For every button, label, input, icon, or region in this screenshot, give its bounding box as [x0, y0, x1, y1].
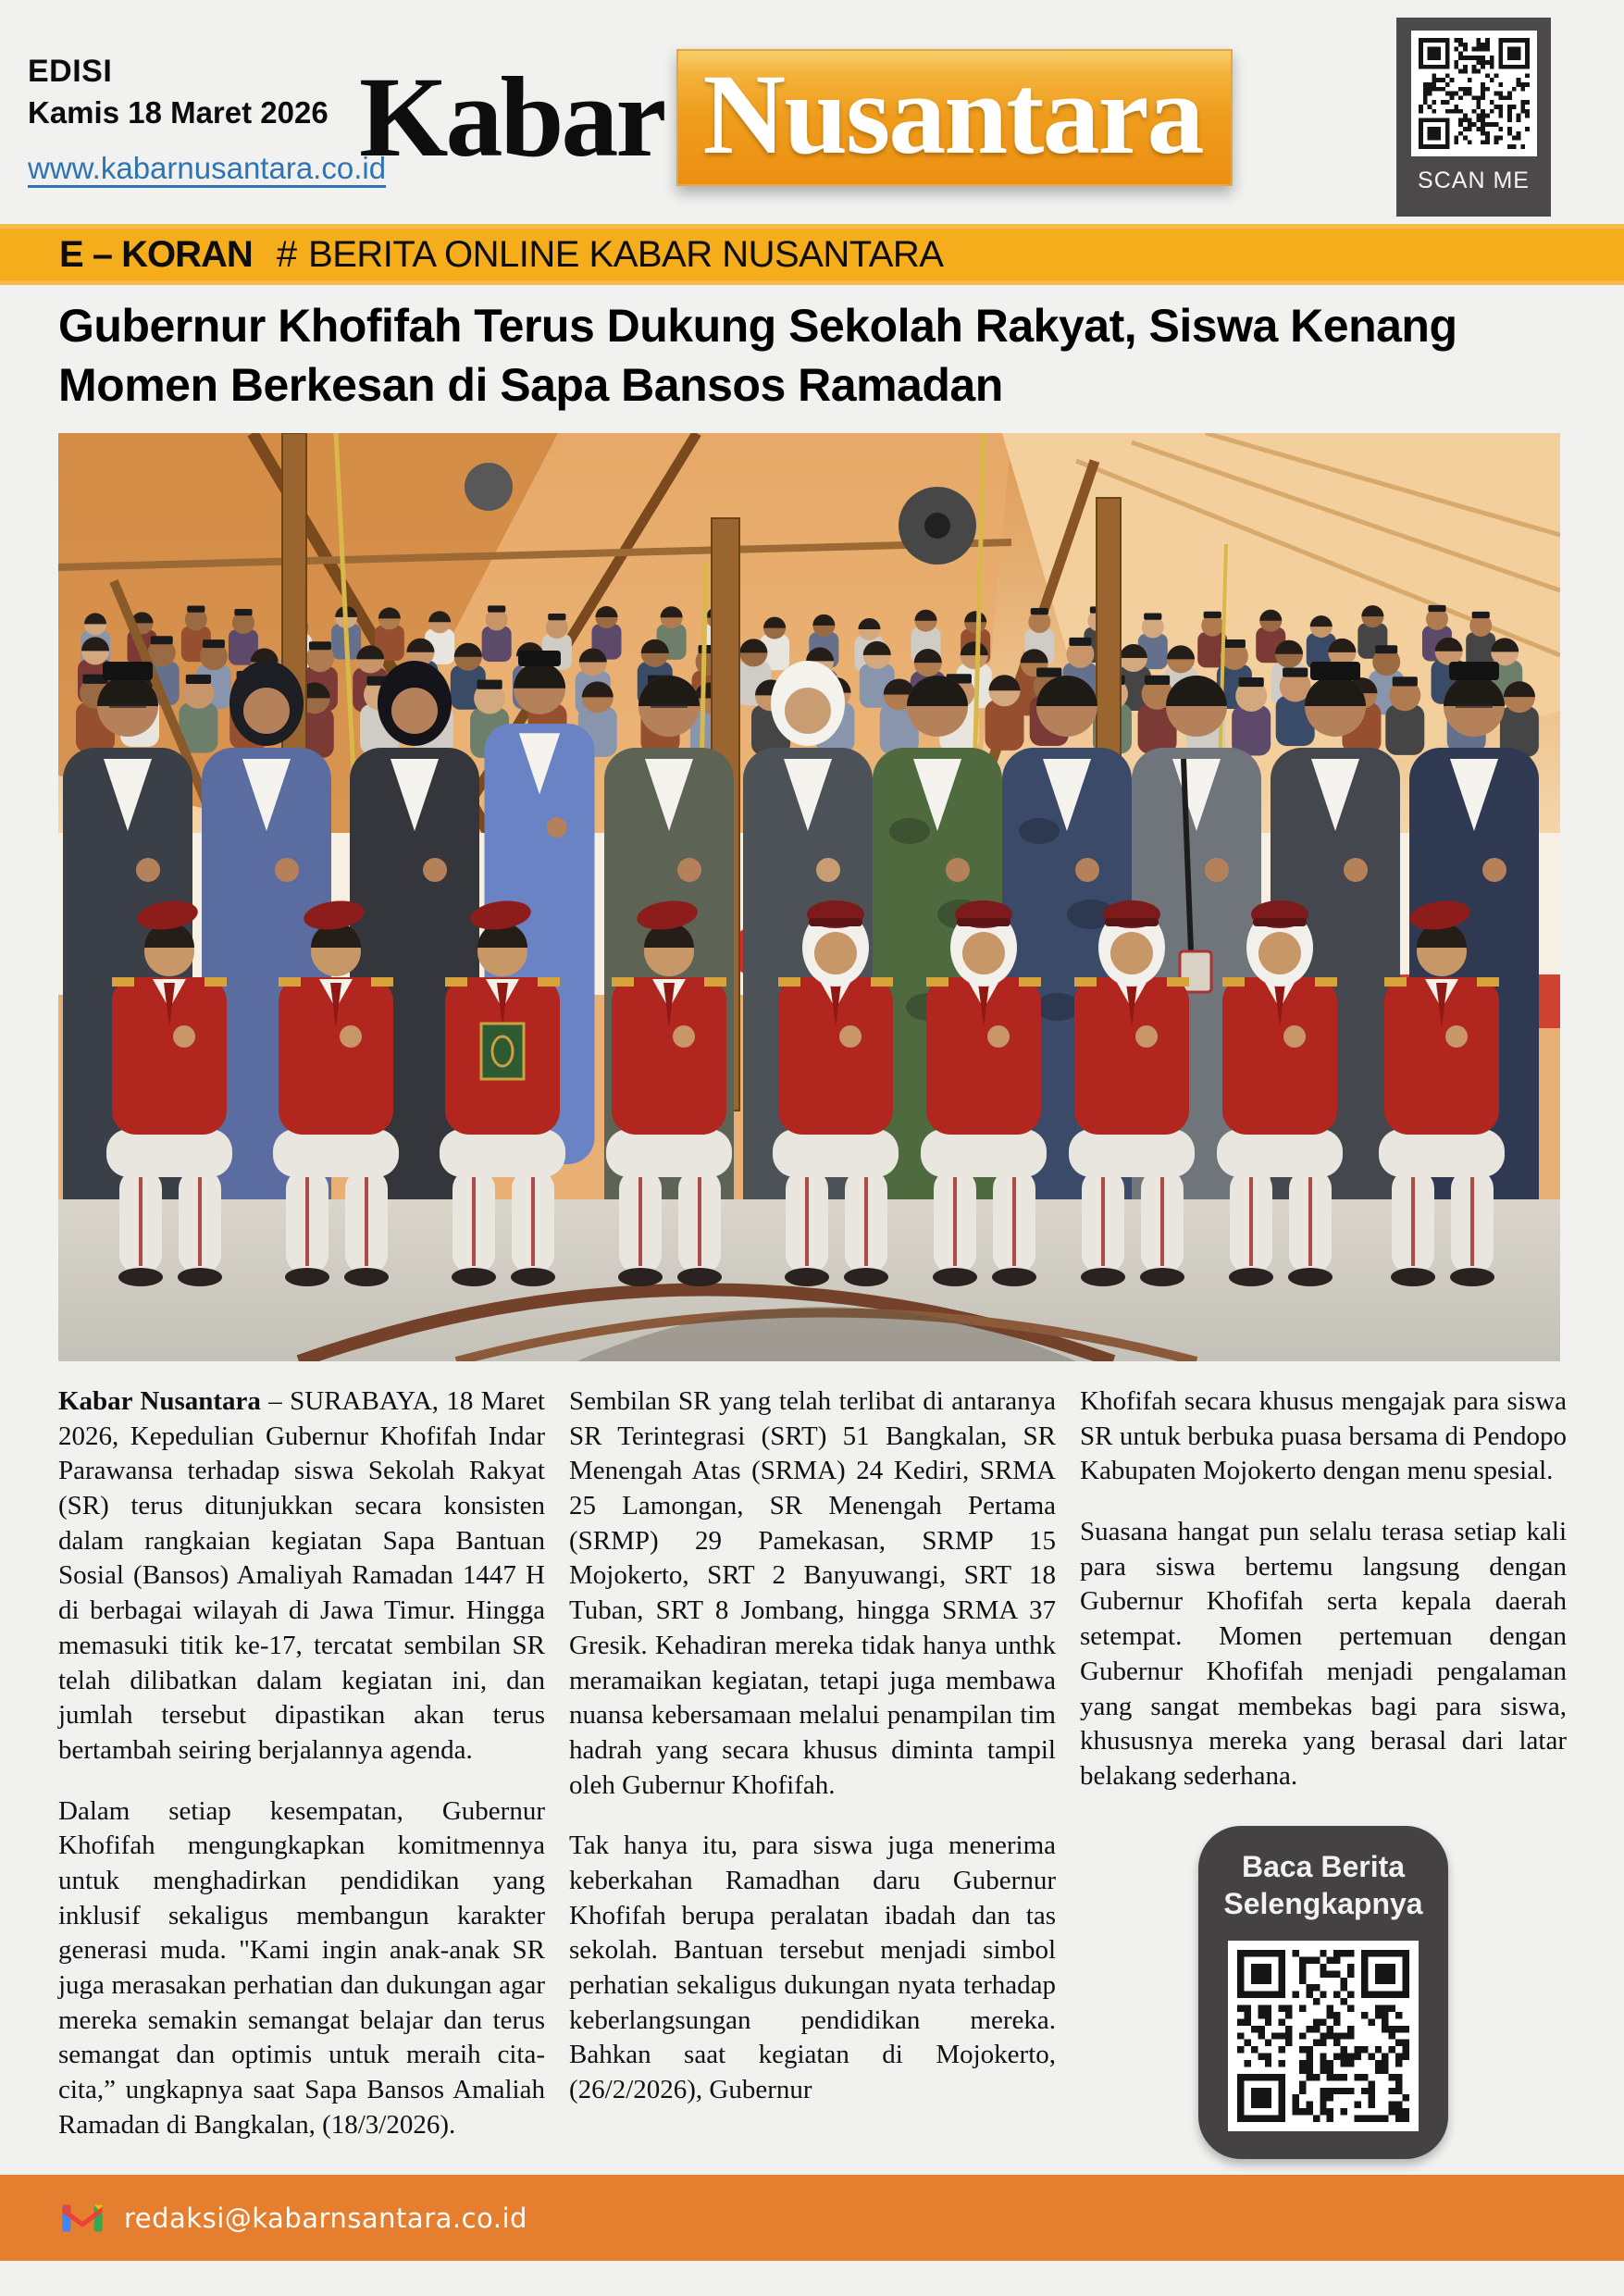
paragraph: Suasana hangat pun selalu terasa setiap kali para siswa bertemu langsung dengan Gubernur Khofifah serta kepala daerah setempat. Momen pertemuan dengan Gubernur Khofifah menjadi pengalaman yang sangat membekas bagi para siswa, khususnya mereka yang berasal dari latar belakang sederhana. [1080, 1517, 1567, 1791]
ekoran-banner [0, 224, 1624, 285]
edition-date: Kamis 18 Maret 2026 [28, 95, 329, 130]
masthead-word-nusantara: Nusantara [676, 49, 1232, 186]
footer-email[interactable]: redaksi@kabarnsantara.co.id [124, 2202, 527, 2234]
paragraph: Sembilan SR yang telah terlibat di antaranya SR Terintegrasi (SRT) 51 Bangkalan, SR Menengah Atas (SRMA) 24 Kediri, SRMA 25 Lamongan, SR Menengah Pertama (SRMP) 29 Pamekasan, SRMP 15 Mojokerto, SRT 2 Banyuwangi, SRT 18 Tuban, SRT 8 Jombang, hingga SRMA 37 Gresik. Kehadiran mereka tidak hanya unthk meramaikan kegiatan, tetapi juga membawa nuansa kebersamaan melalui penampilan tim hadrah yang secara khusus diminta tampil oleh Gubernur Khofifah. [569, 1386, 1056, 1800]
article-column-3 [1080, 1384, 1567, 2159]
edition-block [28, 54, 386, 186]
paragraph [58, 1384, 545, 1769]
paragraph: Dalam setiap kesempatan, Gubernur Khofifah mengungkapkan komitmennya untuk menghadirkan pendidikan yang inklusif sekaligus membangun karakter generasi muda. "Kami ingin anak-anak SR juga merasakan perhatian dan dukungan agar mereka semakin semangat belajar dan terus semangat dan optimis untuk meraih cita-cita,” ungkapnya saat Sapa Bansos Amaliah Ramadan di Bangkalan, (18/3/2026). [58, 1795, 545, 2140]
qr-code-top [1411, 31, 1537, 156]
qr-code-bottom-icon [1237, 1950, 1409, 2122]
article-photo-illustration [58, 433, 1560, 1361]
article-body [58, 1384, 1567, 2159]
website-link[interactable]: www.kabarnusantara.co.id [28, 151, 387, 185]
read-more-button[interactable] [1198, 1826, 1448, 2159]
qr-code-bottom [1228, 1941, 1419, 2131]
read-more-label-line2: Selengkapnya [1223, 1886, 1423, 1920]
article-headline: Gubernur Khofifah Terus Dukung Sekolah Rakyat, Siswa Kenang Momen Berkesan di Sapa Bansos Ramadan [58, 300, 1457, 411]
paragraph-lead: Kabar Nusantara [58, 1386, 261, 1416]
paragraph: Tak hanya itu, para siswa juga menerima keberkahan Ramadhan daru Gubernur Khofifah berupa peralatan ibadah dan tas sekolah. Bantuan tersebut menjadi simbol perhatian sekaligus dukungan nyata terhadap keberlangsungan pendidikan mereka. Bahkan saat kegiatan di Mojokerto, (26/2/2026), Gubernur [569, 1831, 1056, 2105]
article-column-1 [58, 1384, 545, 2159]
article-photo [58, 433, 1560, 1361]
banner-ekoran-label: E – KORAN [59, 233, 253, 275]
footer-bar [0, 2175, 1624, 2261]
qr-code-top-icon [1419, 38, 1530, 149]
paragraph-text: – SURABAYA, 18 Maret 2026, Kepedulian Gubernur Khofifah Indar Parawansa terhadap siswa Sekolah Rakyat (SR) terus ditunjukkan secara konsisten dalam rangkaian kegiatan Sapa Bantuan Sosial (Bansos) Amaliyah Ramadan 1447 H di berbagai wilayah di Jawa Timur. Hingga memasuki titik ke-17, tercatat sembilan SR telah dilibatkan dalam kegiatan ini, dan jumlah tersebut dipastikan akan terus bertambah seiring berjalannya agenda. [58, 1386, 545, 1765]
scan-me-card [1396, 18, 1551, 217]
scan-me-label: SCAN ME [1418, 168, 1530, 193]
article-column-2 [569, 1384, 1056, 2159]
read-more-label-line1: Baca Berita [1241, 1849, 1406, 1883]
banner-tagline: BERITA ONLINE KABAR NUSANTARA [308, 233, 944, 275]
edition-label: EDISI [28, 54, 113, 89]
banner-hash: # [276, 233, 298, 275]
paragraph: Khofifah secara khusus mengajak para siswa SR untuk berbuka puasa bersama di Pendopo Kabupaten Mojokerto dengan menu spesial. [1080, 1386, 1567, 1486]
masthead [359, 48, 1233, 187]
gmail-icon [61, 2202, 104, 2235]
masthead-word-kabar: Kabar [359, 54, 664, 180]
